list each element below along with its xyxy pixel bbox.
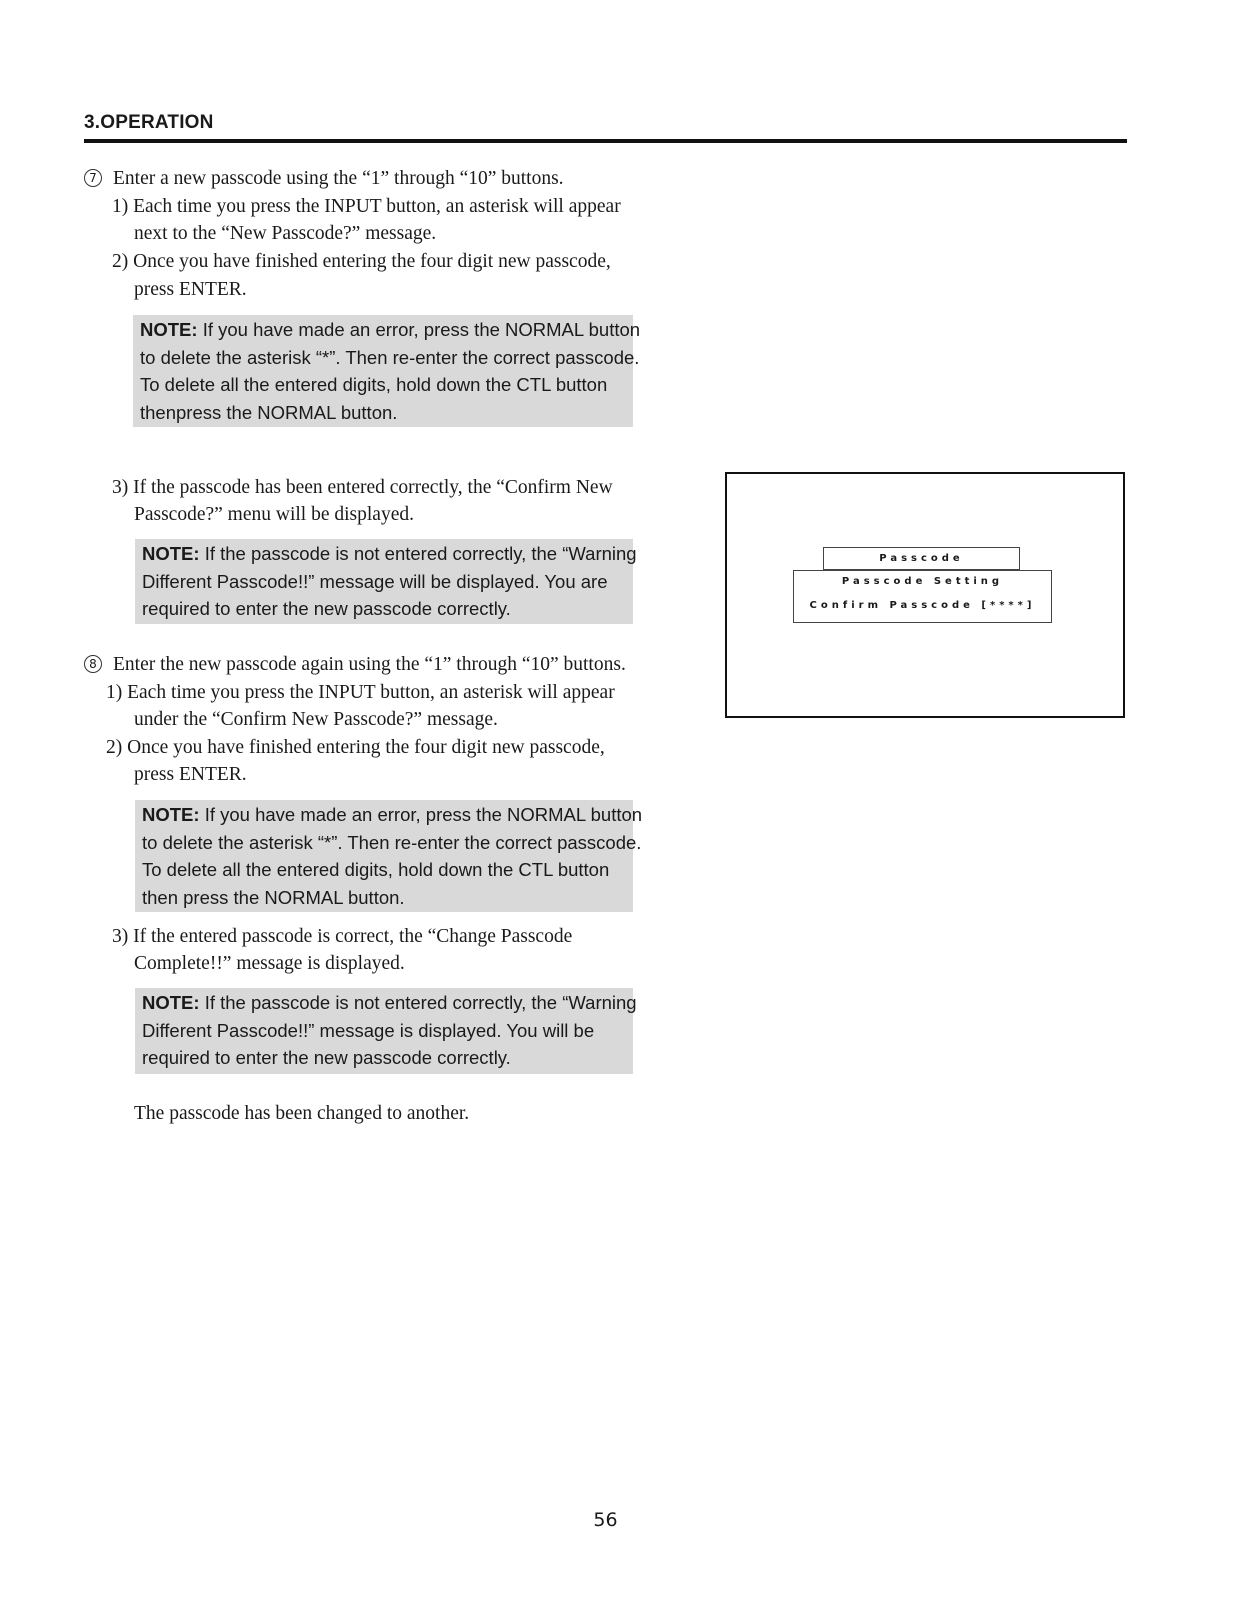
- step-7-item-3-line-2: Passcode?” menu will be displayed.: [134, 504, 414, 525]
- step-8-item-2-line-2: press ENTER.: [134, 764, 247, 785]
- note-text: thenpress the NORMAL button.: [140, 401, 398, 423]
- menu-heading: Passcode Setting: [841, 576, 1004, 587]
- page-number: 56: [593, 1509, 618, 1531]
- step-7-marker: 7: [84, 169, 102, 187]
- step-8-item-3-line-2: Complete!!” message is displayed.: [134, 953, 405, 974]
- note-text: Different Passcode!!” message will be displayed. You are: [142, 570, 608, 592]
- note-text: to delete the asterisk “*”. Then re-enter the correct passcode.: [142, 831, 642, 853]
- step-8-note-1: [135, 800, 643, 912]
- note-text: then press the NORMAL button.: [142, 886, 405, 908]
- confirm-passcode-line: Confirm Passcode [****]: [809, 600, 1036, 611]
- section-title: 3.OPERATION: [84, 112, 214, 133]
- note-label: NOTE:: [140, 319, 198, 340]
- note-text: If the passcode is not entered correctly, the “Warning: [199, 543, 637, 564]
- note-text: If you have made an error, press the NORMAL button: [199, 804, 643, 825]
- step-8-item-1-line-2: under the “Confirm New Passcode?” message.: [134, 709, 498, 730]
- step-7-item-2-line-2: press ENTER.: [134, 279, 247, 300]
- note-text: Different Passcode!!” message is displayed. You will be: [142, 1019, 595, 1041]
- step-7-item-2-line-1: 2) Once you have finished entering the four digit new passcode,: [112, 251, 611, 272]
- note-text: to delete the asterisk “*”. Then re-enter the correct passcode.: [140, 346, 640, 368]
- header-rule: [84, 139, 1127, 143]
- step-8-item-3-line-1: 3) If the entered passcode is correct, the “Change Passcode: [112, 926, 573, 947]
- step-8-marker: 8: [84, 655, 102, 673]
- note-text: required to enter the new passcode correctly.: [142, 1047, 511, 1068]
- note-text: To delete all the entered digits, hold down the CTL button: [142, 859, 610, 880]
- note-text: To delete all the entered digits, hold down the CTL button: [140, 374, 608, 395]
- step-8-item-2-line-1: 2) Once you have finished entering the four digit new passcode,: [106, 737, 605, 758]
- note-text: If you have made an error, press the NORMAL button: [197, 319, 641, 340]
- step-7-item-1-line-1: 1) Each time you press the INPUT button, an asterisk will appear: [112, 196, 621, 217]
- step-8-heading: [84, 651, 626, 679]
- step-8-text: Enter the new passcode again using the “1” through “10” buttons.: [113, 654, 626, 675]
- closing-text: The passcode has been changed to another.: [134, 1103, 470, 1124]
- step-7-heading: [84, 165, 564, 193]
- step-7-note-1: [133, 315, 641, 427]
- step-8-note-2: [135, 988, 637, 1074]
- passcode-menu-panel: [793, 570, 1052, 623]
- note-text: required to enter the new passcode correctly.: [142, 598, 511, 619]
- step-7-text: Enter a new passcode using the “1” through “10” buttons.: [113, 168, 564, 189]
- note-label: NOTE:: [142, 543, 200, 564]
- note-text: If the passcode is not entered correctly, the “Warning: [199, 992, 637, 1013]
- step-8-item-1-line-1: 1) Each time you press the INPUT button, an asterisk will appear: [106, 682, 615, 703]
- step-7-note-2: [135, 539, 637, 624]
- step-7-item-1-line-2: next to the “New Passcode?” message.: [134, 223, 437, 244]
- step-7-item-3-line-1: 3) If the passcode has been entered correctly, the “Confirm New: [112, 477, 613, 498]
- note-label: NOTE:: [142, 992, 200, 1013]
- note-label: NOTE:: [142, 804, 200, 825]
- menu-tab-passcode: Passcode: [823, 547, 1020, 570]
